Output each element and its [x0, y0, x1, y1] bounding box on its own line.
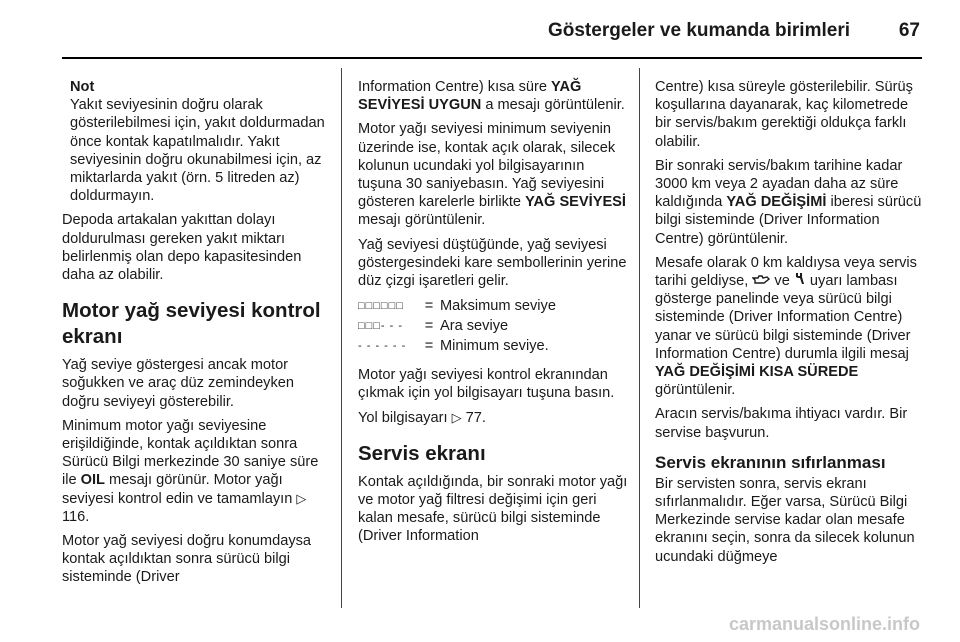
column-divider	[639, 68, 640, 608]
oil-can-icon	[752, 273, 770, 288]
section-heading-oil-level: Motor yağ seviyesi kontrol ekranı	[62, 299, 321, 349]
text: iberesi sürücü bilgi sisteminde (Driver Information Centre) görüntülenir.	[655, 194, 922, 247]
text: görüntülenir.	[655, 382, 736, 399]
legend-row	[358, 316, 556, 336]
level-label: Ara seviye	[440, 318, 509, 335]
section-heading-service-reset: Servis ekranının sıfırlanması	[655, 452, 886, 472]
text: mesajı görüntülenir.	[358, 212, 486, 229]
column-3	[655, 78, 927, 572]
text: Yol bilgisayarı	[358, 409, 452, 426]
paragraph: Depoda artakalan yakıttan dolayı doldurulması gereken yakıt miktarı belirlenmiş olan depo kapasitesinden daha az olabilir.	[62, 212, 302, 284]
paragraph	[358, 120, 630, 229]
text: Bir sonraki servis/bakım tarihine kadar 3000 km veya 2 ayadan daha az süre kaldığında	[655, 157, 903, 211]
paragraph: Bir servisten sonra, servis ekranı sıfırlanmalıdır. Eğer varsa, Sürücü Bilgi Merkezinde servise kadar olan mesafe ekranını seçin, sonra da silecek kolunun ucundaki düğmeye	[655, 475, 915, 565]
paragraph: Yağ seviyesi düştüğünde, yağ seviyesi göstergesindeki kare sembollerinin yerine düz çizgi işaretleri gelir.	[358, 236, 627, 290]
level-symbol: □□□- - -	[358, 320, 404, 333]
wrench-icon	[794, 273, 806, 288]
page-reference[interactable]: 116.	[62, 508, 90, 525]
paragraph: Motor yağ seviyesi doğru konumdaysa kontak açıldıktan sonra sürücü bilgi sisteminde (Driver	[62, 533, 312, 586]
note-body: Yakıt seviyesinin doğru olarak gösterilebilmesi için, yakıt doldurmadan önce kontak kapatılmalıdır. Yakıt seviyesinin doğru okunabilmesi için, az miktarlarda yakıt (örn. 5 litreden az) doldurmayın.	[70, 97, 325, 205]
oil-message: OIL	[80, 472, 105, 489]
oil-change-soon-message: YAĞ DEĞİŞİMİ KISA SÜREDE	[655, 364, 859, 381]
text: Minimum motor yağı seviyesine erişildiğinde, kontak açıldıktan sonra Sürücü Bilgi merkezinde 30 saniye süre ile	[62, 417, 319, 489]
level-label: Maksimum seviye	[440, 298, 556, 315]
column-1	[62, 78, 328, 593]
arrow-ref-icon: ▷	[296, 490, 307, 506]
text: ve	[770, 273, 794, 290]
watermark: carmanualsonline.info	[728, 614, 920, 634]
text: uyarı lambası gösterge panelinde veya sürücü bilgi sisteminde (Driver Information Centre) yanar ve sürücü bilgi sisteminde (Driver Information Centre) durumla ilgili mesaj	[655, 273, 911, 362]
text: mesajı görünür. Motor yağı seviyesi kontrol edin ve tamamlayın	[62, 472, 297, 507]
arrow-ref-icon: ▷	[451, 409, 462, 425]
section-heading-service: Servis ekranı	[358, 441, 486, 465]
paragraph	[62, 417, 328, 526]
header-rule	[62, 57, 922, 59]
note-box	[70, 78, 328, 205]
equals-sign: =	[424, 298, 434, 315]
paragraph: Motor yağı seviyesi kontrol ekranından çıkmak için yol bilgisayarı tuşuna basın.	[358, 367, 615, 402]
equals-sign: =	[424, 318, 434, 335]
paragraph	[358, 409, 630, 427]
oil-ok-message: YAĞ SEVİYESİ UYGUN	[358, 79, 582, 114]
column-2	[358, 78, 630, 552]
level-symbol: □□□□□□	[358, 300, 404, 313]
text: Mesafe olarak 0 km kaldıysa veya servis tarihi geldiyse,	[655, 254, 917, 290]
text: a mesajı görüntülenir.	[481, 97, 625, 114]
legend-row	[358, 336, 556, 356]
text: Information Centre) kısa süre	[358, 79, 552, 95]
paragraph	[655, 157, 927, 248]
paragraph	[655, 254, 927, 400]
page-number: 67	[898, 20, 920, 41]
legend-row	[358, 296, 556, 316]
level-label: Minimum seviye.	[440, 338, 549, 355]
oil-level-message: YAĞ SEVİYESİ	[525, 194, 626, 211]
paragraph: Kontak açıldığında, bir sonraki motor yağı ve motor yağ filtresi değişimi için geri kalan mesafe, sürücü bilgi sisteminde (Driver Information	[358, 473, 628, 545]
paragraph: Yağ seviye göstergesi ancak motor soğukken ve araç düz zemindeyken doğru seviyeyi gösterebilir.	[62, 357, 295, 410]
oil-change-message: YAĞ DEĞİŞİMİ	[726, 194, 827, 211]
column-divider	[341, 68, 342, 608]
text: Motor yağı seviyesi minimum seviyenin üzerinde ise, kontak açık olarak, silecek kolunun ucundaki yol bilgisayarının tuşuna 30 saniyebasın. Yağ seviyesini gösteren karelerle birlikte	[358, 121, 616, 211]
page-reference[interactable]: 77.	[465, 409, 486, 426]
paragraph: Centre) kısa süreyle gösterilebilir. Sürüş koşullarına dayanarak, kaç kilometrede bir servis/bakım gerektiği oldukça farklı olabilir.	[655, 79, 913, 150]
equals-sign: =	[424, 338, 434, 355]
header-title: Göstergeler ve kumanda birimleri	[547, 20, 850, 41]
level-symbol: - - - - - -	[358, 340, 407, 353]
paragraph	[358, 78, 630, 114]
paragraph: Aracın servis/bakıma ihtiyacı vardır. Bir servise başvurun.	[655, 406, 908, 441]
note-title: Not	[70, 79, 95, 95]
oil-level-legend	[358, 296, 556, 356]
